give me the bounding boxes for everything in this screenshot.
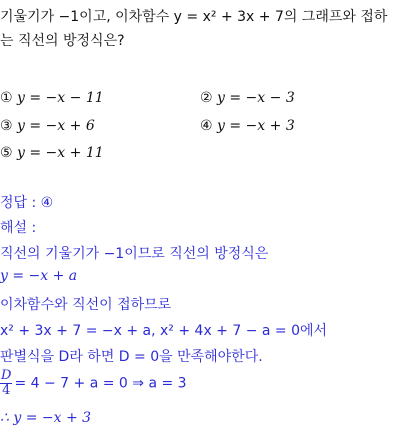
solution-line-6-text: = 4 − 7 + a = 0 ⇒ a = 3: [14, 375, 187, 392]
option-5-marker: ⑤: [0, 145, 13, 161]
option-3[interactable]: [0, 118, 95, 134]
option-2[interactable]: [200, 90, 295, 106]
option-1-text: y = −x − 11: [17, 90, 104, 106]
option-2-text: y = −x − 3: [217, 90, 295, 106]
solution-line-1: 직선의 기울기가 −1이므로 직선의 방정식은: [0, 246, 269, 262]
solution-line-4: x² + 3x + 7 = −x + a, x² + 4x + 7 − a = 0에서: [0, 323, 328, 339]
explanation-label: 해설 :: [0, 220, 37, 236]
option-4-marker: ④: [200, 118, 213, 134]
option-3-text: y = −x + 6: [17, 118, 95, 134]
option-1-marker: ①: [0, 90, 13, 106]
solution-line-5: 판별식을 D라 하면 D = 0을 만족해야한다.: [0, 349, 263, 365]
option-1[interactable]: [0, 90, 104, 106]
option-4[interactable]: [200, 118, 295, 134]
option-2-marker: ②: [200, 90, 213, 106]
option-5[interactable]: [0, 145, 104, 161]
solution-line-7: ∴ y = −x + 3: [0, 410, 92, 426]
discriminant-fraction: [0, 369, 12, 398]
question-line-1: 기울기가 −1이고, 이차함수 y = x² + 3x + 7의 그래프와 접하: [0, 9, 388, 25]
question-line-2: 는 직선의 방정식은?: [0, 33, 125, 49]
answer-line: 정답 : ④: [0, 195, 54, 211]
fraction-denominator: 4: [2, 383, 11, 398]
option-5-text: y = −x + 11: [17, 145, 104, 161]
fraction-numerator: D: [1, 368, 12, 383]
option-4-text: y = −x + 3: [217, 118, 295, 134]
solution-line-2: y = −x + a: [0, 268, 78, 284]
solution-line-6: [0, 369, 187, 398]
option-3-marker: ③: [0, 118, 13, 134]
solution-line-3: 이차함수와 직선이 접하므로: [0, 297, 172, 313]
